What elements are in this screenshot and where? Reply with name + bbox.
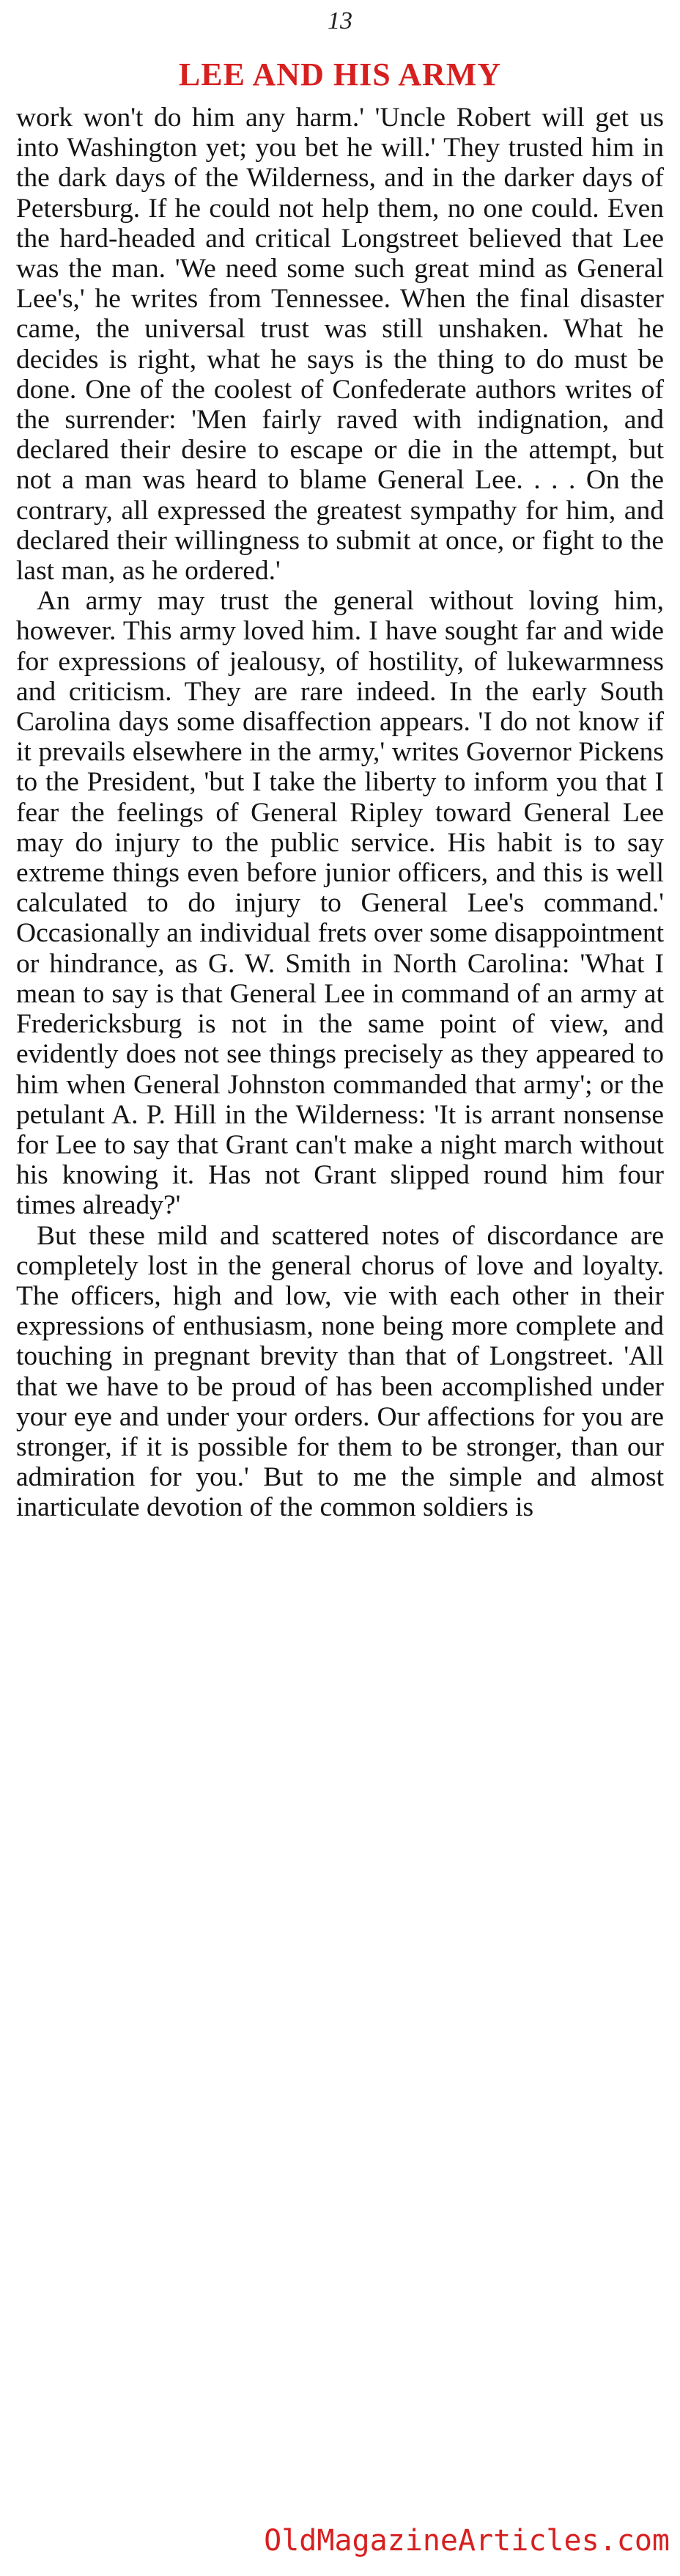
site-watermark: OldMagazineArticles.com <box>264 2524 670 2558</box>
article-paragraph-3: But these mild and scattered notes of discordance are completely lost in the general chorus of love and loyalty. The officers, high and low, vie with each other in their expressions of enthusiasm, none being more complete and touching in pregnant brevity than that of Longstreet. 'All that we have to be proud of has been accomplished under your eye and under your orders. Our affections for you are stronger, if it is possible for them to be stronger, than our admiration for you.' But to me the simple and almost inarticulate devotion of the common soldiers is <box>16 1220 664 1523</box>
page-number: 13 <box>328 7 352 34</box>
article-paragraph-2: An army may trust the general without loving him, however. This army loved him. I have sought far and wide for expressions of jealousy, of hostility, of lukewarmness and criticism. They are rare indeed. In the early South Carolina days some disaffection appears. 'I do not know if it prevails elsewhere in the army,' writes Governor Pickens to the President, 'but I take the liberty to inform you that I fear the feelings of General Ripley toward General Lee may do injury to the public service. His habit is to say extreme things even before junior officers, and this is well calculated to do injury to General Lee's command.' Occasionally an individual frets over some disappointment or hindrance, as G. W. Smith in North Carolina: 'What I mean to say is that General Lee in command of an army at Fredericksburg is not in the same point of view, and evidently does not see things precisely as they appeared to him when General Johnston commanded that army'; or the petulant A. P. Hill in the Wilderness: 'It is arrant nonsense for Lee to say that Grant can't make a night march without his knowing it. Has not Grant slipped round him four times already?' <box>16 586 664 1221</box>
article-title: LEE AND HIS ARMY <box>178 56 502 92</box>
article-body <box>16 103 664 1523</box>
article-paragraph-1: work won't do him any harm.' 'Uncle Robert will get us into Washington yet; you bet he will.' They trusted him in the dark days of the Wilderness, and in the darker days of Petersburg. If he could not help them, no one could. Even the hard-headed and critical Longstreet believed that Lee was the man. 'We need some such great mind as General Lee's,' he writes from Tennessee. When the final disaster came, the universal trust was still unshaken. What he decides is right, what he says is the thing to do must be done. One of the coolest of Confederate authors writes of the surrender: 'Men fairly raved with indignation, and declared their desire to escape or die in the attempt, but not a man was heard to blame General Lee. . . . On the contrary, all expressed the greatest sympathy for him, and declared their willingness to submit at once, or fight to the last man, as he ordered.' <box>16 103 664 587</box>
